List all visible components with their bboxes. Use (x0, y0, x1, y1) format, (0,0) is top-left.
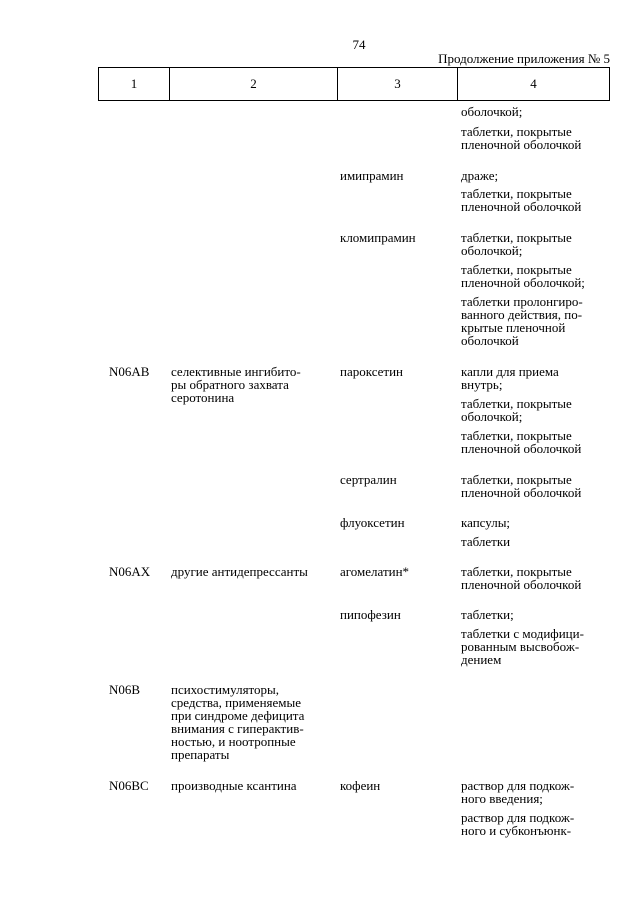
dosage-form: драже; (461, 168, 499, 183)
group-name: производные ксантина (171, 778, 297, 793)
dosage-form: таблетки с модифици- рованным высвобож- дением (461, 626, 584, 667)
continuation-note: Продолжение приложения № 5 (438, 51, 610, 66)
dosage-form: таблетки, покрытые пленочной оболочкой (461, 428, 582, 456)
atc-code: N06AX (109, 564, 151, 579)
drug-name: пипофезин (340, 607, 401, 622)
atc-code: N06BC (109, 778, 149, 793)
header-col-2: 2 (169, 68, 337, 100)
dosage-form: таблетки, покрытые пленочной оболочкой; (461, 262, 585, 290)
drug-name: пароксетин (340, 364, 404, 379)
dosage-form: таблетки, покрытые пленочной оболочкой (461, 564, 582, 592)
table-header-row (98, 67, 610, 101)
dosage-form: таблетки пролонгиро- ванного действия, по- крытые пленочной оболочкой (461, 294, 583, 348)
drug-name: кломипрамин (340, 230, 416, 245)
drug-name: имипрамин (340, 168, 404, 183)
header-col-4: 4 (457, 68, 609, 100)
dosage-form: раствор для подкож- ного введения; (461, 778, 575, 806)
dosage-form: таблетки (461, 534, 511, 549)
atc-code: N06AB (109, 364, 150, 379)
dosage-form: таблетки, покрытые оболочкой; (461, 230, 572, 258)
dosage-form: капли для приема внутрь; (461, 364, 559, 392)
group-name: психостимуляторы, средства, применяемые при синдроме дефицита внимания с гиперактив- ностью, и ноотропные препараты (171, 682, 305, 762)
drug-name: кофеин (340, 778, 381, 793)
atc-code: N06B (109, 682, 141, 697)
dosage-form: капсулы; (461, 515, 511, 530)
dosage-form: таблетки, покрытые оболочкой; (461, 396, 572, 424)
dosage-form: таблетки; (461, 607, 514, 622)
header-col-3: 3 (337, 68, 457, 100)
page-number: 74 (352, 37, 366, 52)
dosage-form: таблетки, покрытые пленочной оболочкой (461, 472, 582, 500)
group-name: селективные ингибито- ры обратного захвата серотонина (171, 364, 301, 405)
group-name: другие антидепрессанты (171, 564, 308, 579)
drug-name: флуоксетин (340, 515, 405, 530)
header-col-1: 1 (130, 76, 138, 91)
drug-name: сертралин (340, 472, 397, 487)
dosage-form: оболочкой; (461, 104, 523, 119)
dosage-form: таблетки, покрытые пленочной оболочкой (461, 186, 582, 214)
dosage-form: таблетки, покрытые пленочной оболочкой (461, 124, 582, 152)
dosage-form: раствор для подкож- ного и субконъюнк- (461, 810, 575, 838)
drug-name: агомелатин* (340, 564, 410, 579)
